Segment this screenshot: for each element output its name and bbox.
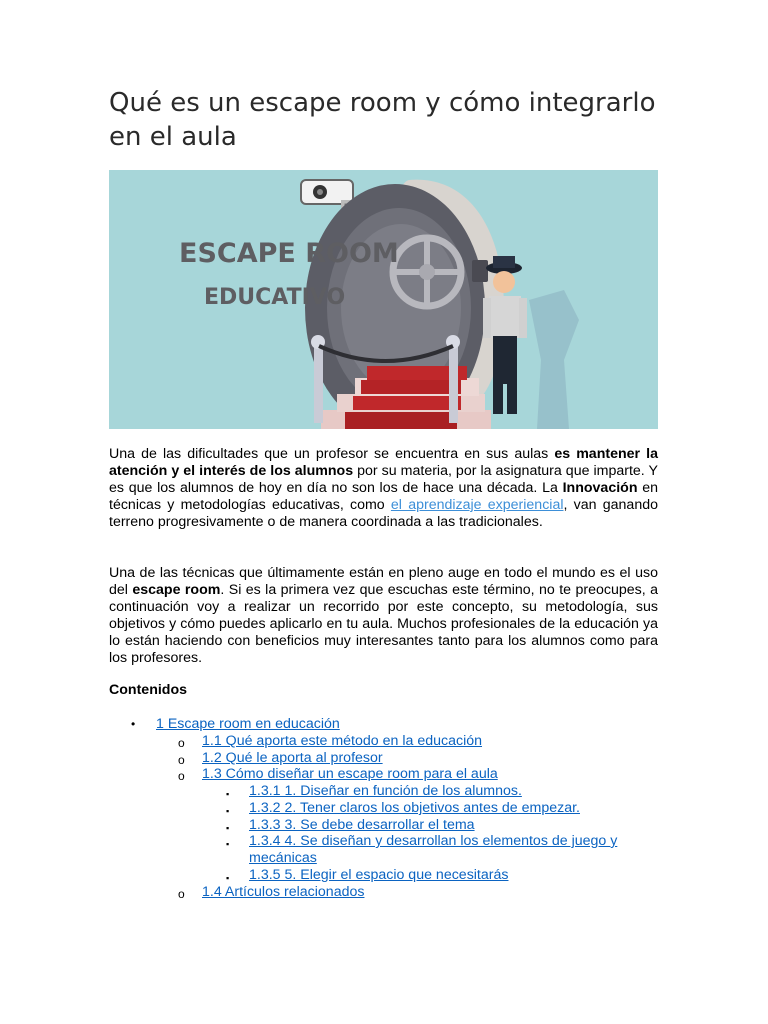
page-title: Qué es un escape room y cómo integrarlo en el aula [109, 88, 656, 152]
toc-item-1-1[interactable]: 1.1 Qué aporta este método en la educación [202, 733, 483, 749]
bullet-square: ▪ [226, 806, 230, 816]
toc-item-1-4[interactable]: 1.4 Artículos relacionados [202, 884, 365, 900]
bullet-circle: o [178, 769, 185, 783]
p1-bold-1: es mantener la atención y el interés de los alumnos [109, 446, 658, 479]
toc-item-1-3[interactable]: 1.3 Cómo diseñar un escape room para el aula [202, 766, 498, 782]
toc-item-1-3-3[interactable]: 1.3.3 3. Se debe desarrollar el tema [249, 817, 475, 833]
bullet-disc: • [131, 717, 136, 731]
p2-bold-1: escape room [132, 582, 221, 598]
banner-text-line2: EDUCATIVO [204, 285, 346, 310]
p2-text-2: . Si es la primera vez que escuchas este término, no te preocupes, a continuación voy a realizar un recorrido por este concepto, su metodología, sus objetivos y cómo puedes aplicarlo en tu aula. Muchos profesionales de la educación ya lo están haciendo con beneficios muy interesantes tanto para los alumnos como para los profesores. [109, 582, 658, 666]
p1-text-4: , van ganando terreno progresivamente o de manera coordinada a las tradicionales. [109, 497, 658, 530]
bullet-square: ▪ [226, 873, 230, 883]
toc-item-1-3-1[interactable]: 1.3.1 1. Diseñar en función de los alumnos. [249, 783, 522, 799]
hero-image [109, 170, 658, 429]
bullet-circle: o [178, 887, 185, 901]
p1-text-1: Una de las dificultades que un profesor se encuentra en sus aulas [109, 446, 555, 462]
p1-bold-2: Innovación [562, 480, 638, 496]
toc-item-1-3-4-cont[interactable]: mecánicas [249, 850, 317, 866]
escape-room-illustration [109, 170, 658, 429]
intro-paragraph [109, 446, 658, 531]
toc-item-1-3-2[interactable]: 1.3.2 2. Tener claros los objetivos antes de empezar. [249, 800, 580, 816]
toc-item-1[interactable]: 1 Escape room en educación [156, 716, 340, 732]
banner-text-line1: ESCAPE ROOM [179, 238, 399, 269]
toc-item-1-2[interactable]: 1.2 Qué le aporta al profesor [202, 750, 383, 766]
link-aprendizaje-experiencial[interactable]: el aprendizaje experiencial [390, 497, 564, 513]
p1-text-3: en técnicas y metodologías educativas, como [109, 480, 658, 513]
second-paragraph [109, 565, 658, 667]
bullet-circle: o [178, 736, 185, 750]
bullet-circle: o [178, 753, 185, 767]
bullet-square: ▪ [226, 789, 230, 799]
bullet-square: ▪ [226, 823, 230, 833]
bullet-square: ▪ [226, 839, 230, 849]
toc-item-1-3-4[interactable]: 1.3.4 4. Se diseñan y desarrollan los elementos de juego y [249, 833, 618, 849]
p1-text-2: por su materia, por la asignatura que imparte. Y es que los alumnos de hoy en día no son los de hace una década. La [109, 463, 658, 496]
toc-title: Contenidos [109, 682, 188, 698]
p2-text-1: Una de las técnicas que últimamente están en pleno auge en todo el mundo es el uso del [109, 565, 658, 598]
toc-item-1-3-5[interactable]: 1.3.5 5. Elegir el espacio que necesitarás [249, 867, 509, 883]
